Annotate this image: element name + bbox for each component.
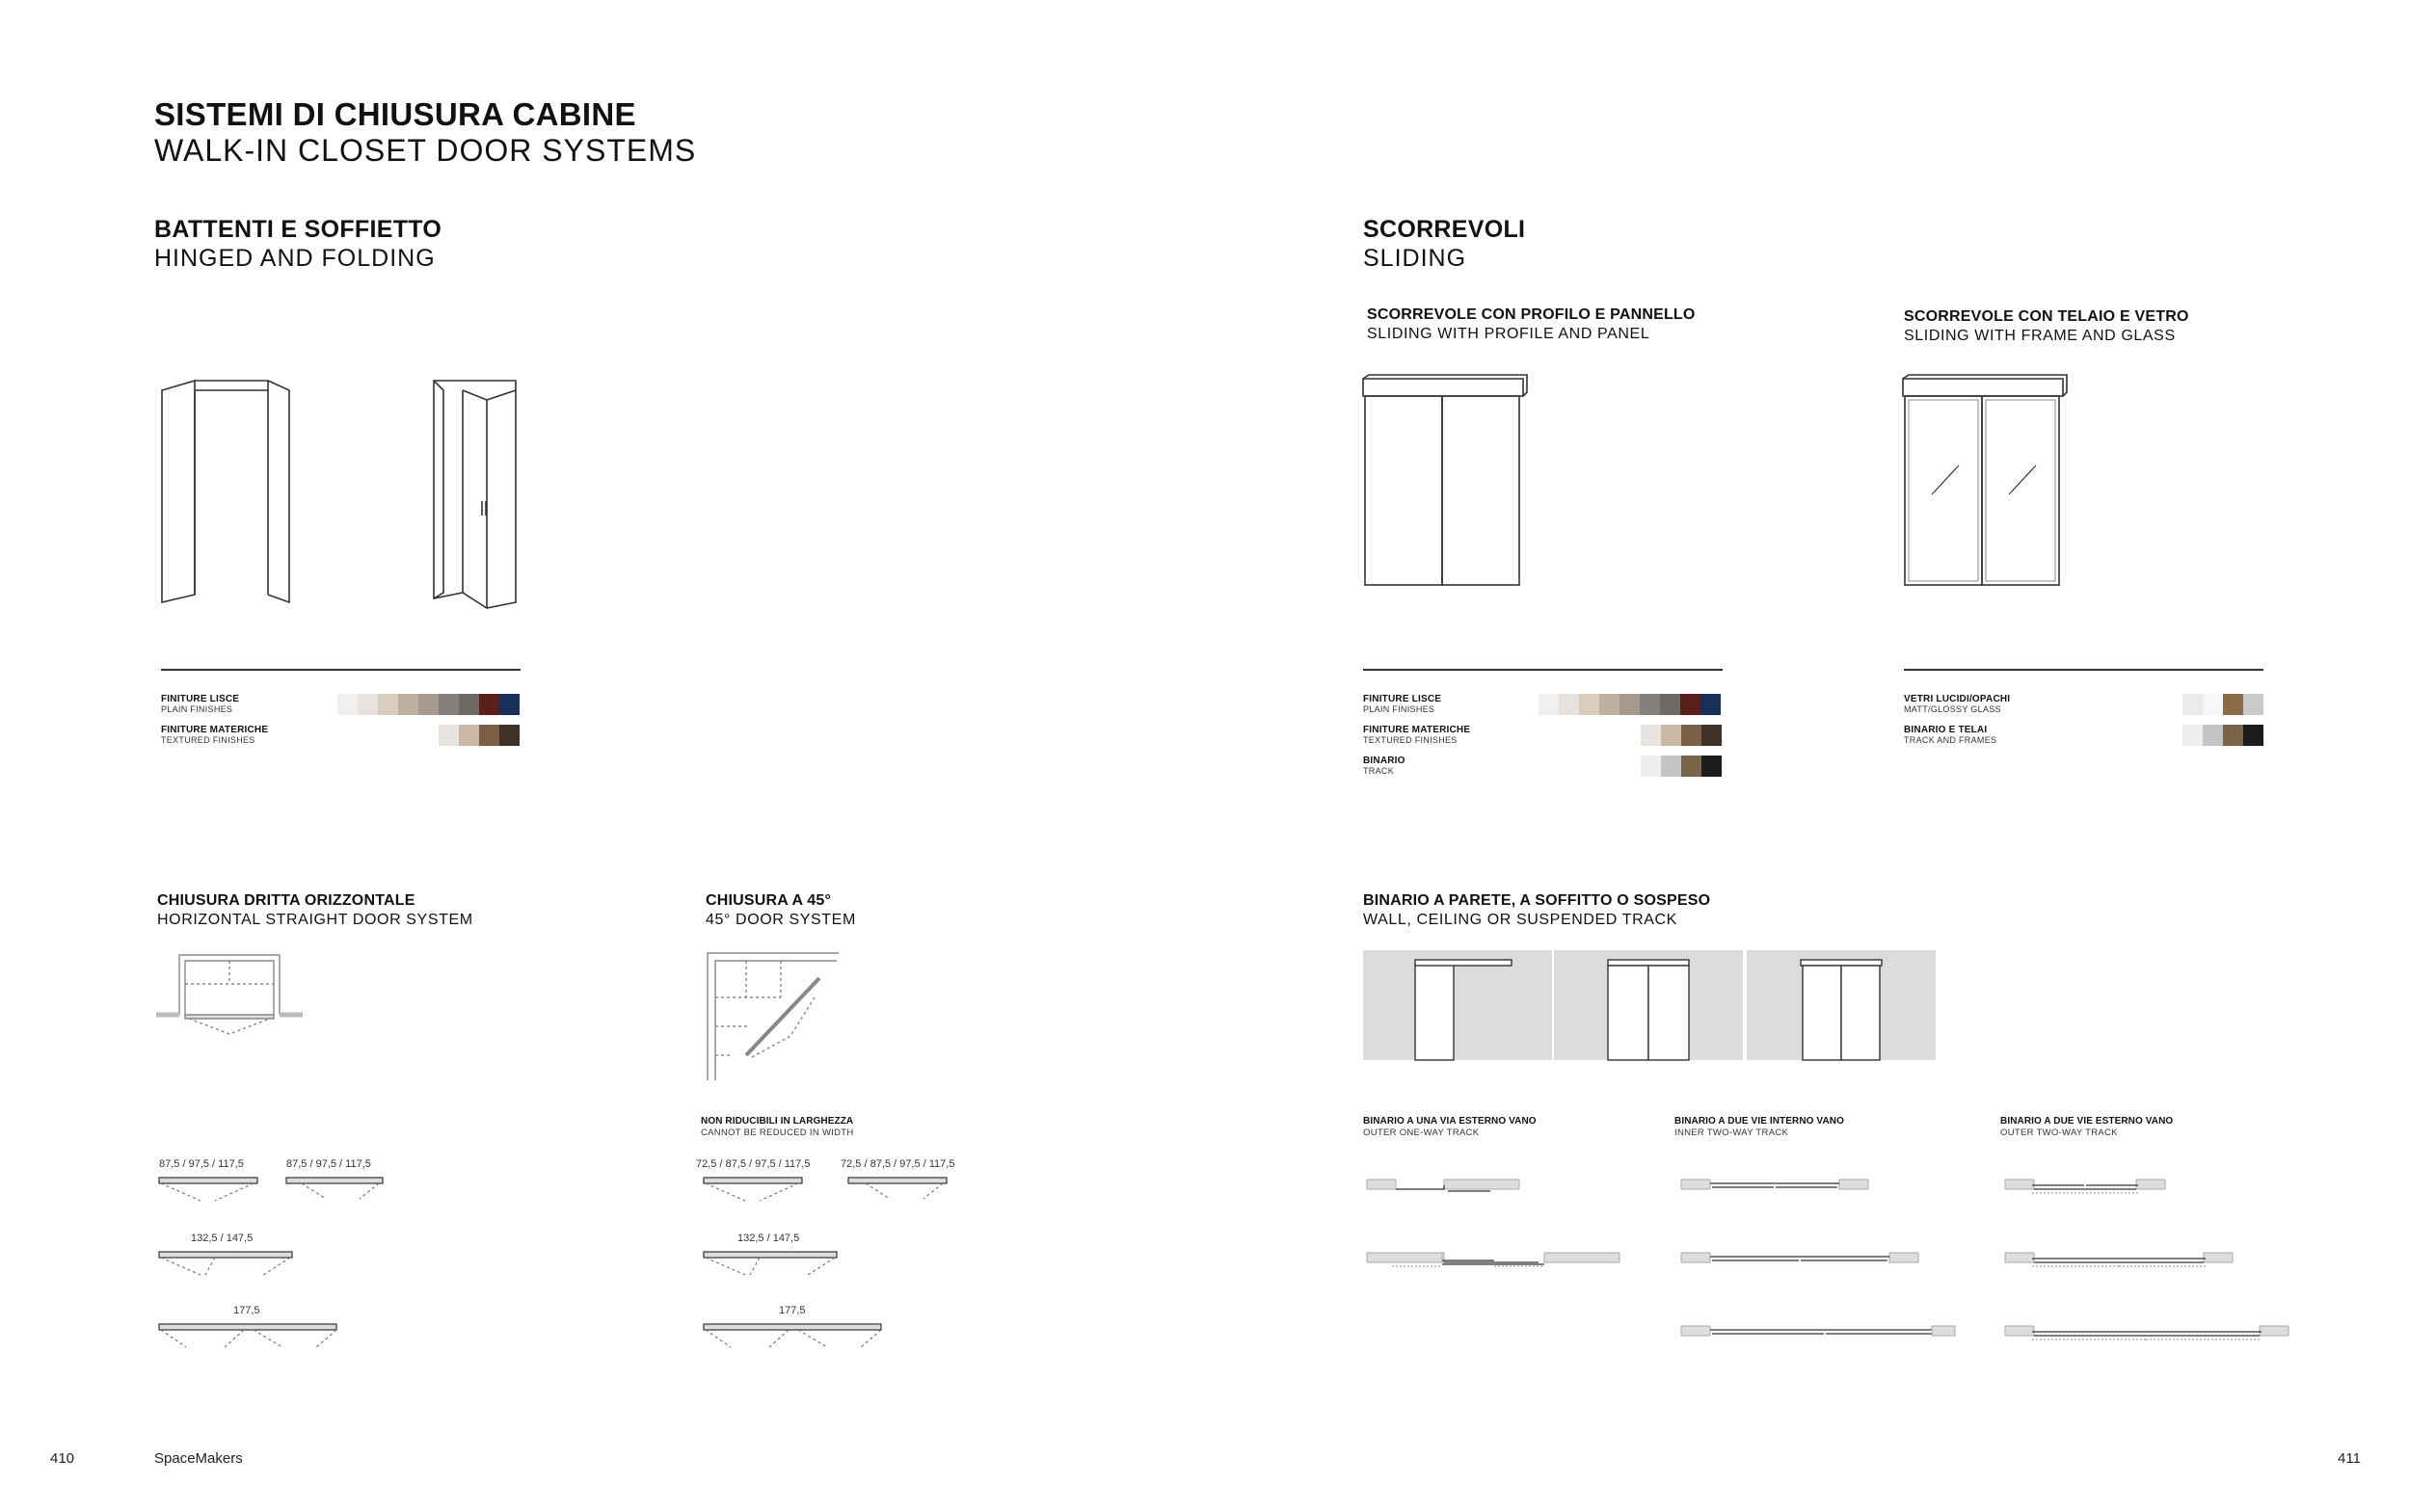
angled-note-title: NON RIDUCIBILI IN LARGHEZZA xyxy=(701,1116,854,1127)
hinged-finish-plain xyxy=(161,694,239,715)
finish-sublabel: PLAIN FINISHES xyxy=(161,704,233,714)
finish-swatch xyxy=(439,694,459,715)
finish-swatch xyxy=(499,694,520,715)
dimension-label: 177,5 xyxy=(233,1305,260,1316)
finish-swatch xyxy=(2203,725,2223,746)
finish-swatch xyxy=(1619,694,1640,715)
outer-one-way-plan-2 xyxy=(1365,1249,1625,1278)
horizontal-door-row1 xyxy=(157,1174,388,1212)
frame-glass-subtitle: SLIDING WITH FRAME AND GLASS xyxy=(1904,328,2176,344)
brand-name: SpaceMakers xyxy=(154,1450,243,1467)
finish-swatch xyxy=(439,725,459,746)
angled-door-row2 xyxy=(702,1248,846,1287)
finish-swatch xyxy=(1641,725,1661,746)
sliding-title: SCORREVOLI xyxy=(1363,216,1526,243)
finish-swatch xyxy=(1701,725,1722,746)
hinged-finish-textured xyxy=(161,725,268,746)
finish-sublabel: TRACK xyxy=(1363,766,1395,776)
dimension-label: 132,5 / 147,5 xyxy=(191,1233,254,1244)
finish-swatch xyxy=(2223,694,2243,715)
finish-swatch xyxy=(2203,694,2223,715)
page-number-left: 410 xyxy=(50,1450,75,1467)
profile-finish-textured xyxy=(1363,725,1470,746)
inner-two-way-plans xyxy=(1679,1176,1949,1340)
dimension-label: 132,5 / 147,5 xyxy=(737,1233,800,1244)
finish-label: FINITURE LISCE xyxy=(161,694,240,704)
finish-sublabel: MATT/GLOSSY GLASS xyxy=(1904,704,2001,714)
frame-glass-title: SCORREVOLE CON TELAIO E VETRO xyxy=(1904,308,2189,325)
hinged-plain-swatches xyxy=(337,694,520,715)
hinged-finish-divider xyxy=(161,669,521,671)
finish-sublabel: PLAIN FINISHES xyxy=(1363,704,1435,714)
finish-swatch xyxy=(2223,725,2243,746)
horizontal-plan-illustration xyxy=(154,949,308,1036)
profile-panel-title: SCORREVOLE CON PROFILO E PANNELLO xyxy=(1367,306,1696,323)
hinged-title: BATTENTI E SOFFIETTO xyxy=(154,216,442,243)
track-type-sublabel: INNER TWO-WAY TRACK xyxy=(1674,1127,1789,1138)
finish-swatch xyxy=(2182,725,2203,746)
hinged-textured-swatches xyxy=(439,725,520,746)
finish-sublabel: TEXTURED FINISHES xyxy=(1363,735,1458,745)
horizontal-title: CHIUSURA DRITTA ORIZZONTALE xyxy=(157,892,415,909)
dimension-label: 87,5 / 97,5 / 117,5 xyxy=(286,1158,371,1170)
track-type-sublabel: OUTER ONE-WAY TRACK xyxy=(1363,1127,1480,1138)
profile-plain-swatches xyxy=(1539,694,1721,715)
page-title: SISTEMI DI CHIUSURA CABINE xyxy=(154,96,636,132)
finish-swatch xyxy=(2182,694,2203,715)
glass-finish-glass xyxy=(1904,694,2010,715)
finish-label: FINITURE LISCE xyxy=(1363,694,1442,704)
track-title: BINARIO A PARETE, A SOFFITTO O SOSPESO xyxy=(1363,892,1711,909)
dimension-label: 87,5 / 97,5 / 117,5 xyxy=(159,1158,244,1170)
horizontal-subtitle: HORIZONTAL STRAIGHT DOOR SYSTEM xyxy=(157,912,473,928)
horizontal-door-row3 xyxy=(157,1320,350,1359)
track-type-sublabel: OUTER TWO-WAY TRACK xyxy=(2000,1127,2118,1138)
angled-title: CHIUSURA A 45° xyxy=(706,892,832,909)
finish-swatch xyxy=(1660,694,1680,715)
track-subtitle: WALL, CEILING OR SUSPENDED TRACK xyxy=(1363,912,1677,928)
angled-note-subtitle: CANNOT BE REDUCED IN WIDTH xyxy=(701,1127,854,1138)
finish-swatch xyxy=(1640,694,1660,715)
finish-swatch xyxy=(2243,694,2263,715)
hinged-subtitle: HINGED AND FOLDING xyxy=(154,245,436,272)
finish-swatch xyxy=(1539,694,1559,715)
finish-swatch xyxy=(459,694,479,715)
frames-swatches xyxy=(2182,725,2263,746)
finish-sublabel: TEXTURED FINISHES xyxy=(161,735,255,745)
outer-two-way-plans xyxy=(2003,1176,2273,1340)
finish-label: VETRI LUCIDI/OPACHI xyxy=(1904,694,2011,704)
angled-door-row3 xyxy=(702,1320,895,1359)
finish-swatch xyxy=(1641,756,1661,777)
sliding-subtitle: SLIDING xyxy=(1363,245,1467,272)
dimension-label: 72,5 / 87,5 / 97,5 / 117,5 xyxy=(696,1158,811,1170)
sliding-glass-illustration xyxy=(1901,371,2074,593)
finish-swatch xyxy=(1700,694,1721,715)
angled-plan-illustration xyxy=(704,949,848,1084)
finish-swatch xyxy=(499,725,520,746)
glass-swatches xyxy=(2182,694,2263,715)
dimension-label: 177,5 xyxy=(779,1305,806,1316)
finish-label: FINITURE MATERICHE xyxy=(1363,725,1471,735)
profile-finish-track xyxy=(1363,756,1405,777)
finish-swatch xyxy=(1680,694,1700,715)
finish-swatch xyxy=(378,694,398,715)
finish-swatch xyxy=(418,694,439,715)
finish-label: FINITURE MATERICHE xyxy=(161,725,269,735)
glass-finish-frames xyxy=(1904,725,1996,746)
finish-swatch xyxy=(1701,756,1722,777)
horizontal-door-row2 xyxy=(157,1248,302,1287)
profile-finish-divider xyxy=(1363,669,1723,671)
finish-swatch xyxy=(1599,694,1619,715)
finish-swatch xyxy=(1559,694,1579,715)
finish-sublabel: TRACK AND FRAMES xyxy=(1904,735,1997,745)
profile-textured-swatches xyxy=(1641,725,1722,746)
profile-track-swatches xyxy=(1641,756,1722,777)
finish-swatch xyxy=(358,694,378,715)
profile-finish-plain xyxy=(1363,694,1441,715)
finish-swatch xyxy=(1681,725,1701,746)
profile-panel-subtitle: SLIDING WITH PROFILE AND PANEL xyxy=(1367,326,1650,342)
page-subtitle: WALK-IN CLOSET DOOR SYSTEMS xyxy=(154,133,697,168)
sliding-panel-illustration xyxy=(1361,371,1535,593)
finish-swatch xyxy=(1681,756,1701,777)
page-number-right: 411 xyxy=(2338,1450,2361,1467)
track-type-label: BINARIO A UNA VIA ESTERNO VANO xyxy=(1363,1116,1537,1127)
finish-swatch xyxy=(1661,756,1681,777)
finish-swatch xyxy=(479,725,499,746)
track-types-illustration xyxy=(1363,950,1936,1062)
inner-two-way-end-block xyxy=(1930,1326,1959,1341)
track-type-label: BINARIO A DUE VIE ESTERNO VANO xyxy=(2000,1116,2174,1127)
finish-label: BINARIO E TELAI xyxy=(1904,725,1988,735)
finish-swatch xyxy=(337,694,358,715)
finish-swatch xyxy=(1579,694,1599,715)
angled-subtitle: 45° DOOR SYSTEM xyxy=(706,912,856,928)
hinged-doors-illustration xyxy=(154,371,540,612)
finish-label: BINARIO xyxy=(1363,756,1405,766)
finish-swatch xyxy=(1661,725,1681,746)
glass-finish-divider xyxy=(1904,669,2263,671)
dimension-label: 72,5 / 87,5 / 97,5 / 117,5 xyxy=(841,1158,955,1170)
finish-swatch xyxy=(459,725,479,746)
finish-swatch xyxy=(2243,725,2263,746)
finish-swatch xyxy=(398,694,418,715)
finish-swatch xyxy=(479,694,499,715)
track-type-label: BINARIO A DUE VIE INTERNO VANO xyxy=(1674,1116,1844,1127)
angled-door-row1 xyxy=(702,1174,972,1212)
